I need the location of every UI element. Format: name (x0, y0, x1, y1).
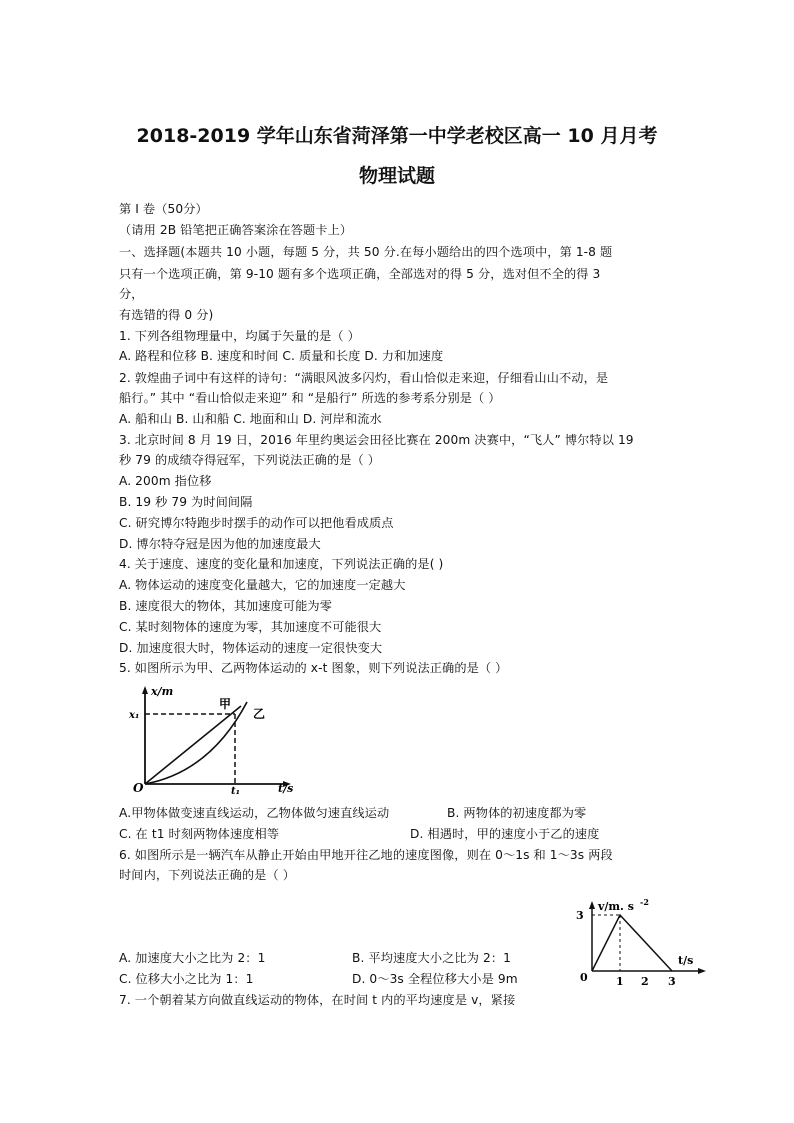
x-axis-label: t/s (678, 954, 694, 967)
velocity-line (592, 915, 672, 971)
x-t-graph (115, 680, 295, 800)
part-label: 第 I 卷（50分） (119, 202, 208, 216)
curve-yi-label: 乙 (253, 707, 266, 721)
question-3-option-c: C. 研究博尔特跑步时摆手的动作可以把他看成质点 (119, 516, 394, 530)
question-2-stem-line-1: 2. 敦煌曲子词中有这样的诗句：“满眼风波多闪灼，看山恰似走来迎，仔细看山山不动，是 (119, 371, 609, 385)
curve-jia-line (145, 706, 241, 784)
y-axis-arrow (589, 901, 595, 909)
v-t-graph (568, 893, 708, 993)
question-7-stem: 7. 一个朝着某方向做直线运动的物体，在时间 t 内的平均速度是 v，紧接 (119, 993, 516, 1007)
x-axis-label: t/s (278, 782, 294, 795)
section-instructions-line-4: 有选错的得 0 分) (119, 308, 214, 322)
origin-label: O (133, 781, 144, 795)
question-6-option-d: D. 0～3s 全程位移大小是 9m (352, 972, 518, 986)
y-axis-label: v/m. s (598, 900, 634, 913)
x-tick-2: 2 (641, 975, 649, 988)
question-3-stem-line-2: 秒 79 的成绩夺得冠军，下列说法正确的是（ ） (119, 453, 381, 467)
question-1-stem: 1. 下列各组物理量中，均属于矢量的是（ ） (119, 329, 360, 343)
section-instructions-line-2: 只有一个选项正确，第 9-10 题有多个选项正确，全部选对的得 5 分，选对但不全的得 3 (119, 267, 601, 281)
t1-label: t₁ (231, 786, 240, 797)
instruction-text: （请用 2B 铅笔把正确答案涂在答题卡上） (119, 223, 353, 237)
question-6-stem-line-2: 时间内，下列说法正确的是（ ） (119, 868, 295, 882)
question-4-option-a: A. 物体运动的速度变化量越大，它的加速度一定越大 (119, 578, 406, 592)
x1-label: x₁ (129, 710, 140, 721)
question-3-stem-line-1: 3. 北京时间 8 月 19 日，2016 年里约奥运会田径比赛在 200m 决赛中，“飞人” 博尔特以 19 (119, 433, 634, 447)
question-4-option-d: D. 加速度很大时，物体运动的速度一定很快变大 (119, 641, 383, 655)
question-2-stem-line-2: 船行。” 其中 “看山恰似走来迎” 和 “是船行” 所选的参考系分别是（ ） (119, 391, 501, 405)
x-tick-1: 1 (616, 975, 624, 988)
question-5-option-c: C. 在 t1 时刻两物体速度相等 (119, 827, 280, 841)
question-6-option-c: C. 位移大小之比为 1：1 (119, 972, 254, 986)
question-6-option-a: A. 加速度大小之比为 2：1 (119, 951, 266, 965)
curve-jia-label: 甲 (219, 697, 232, 711)
question-5-option-d: D. 相遇时，甲的速度小于乙的速度 (410, 827, 600, 841)
section-instructions-line-3: 分， (119, 287, 144, 301)
question-4-option-b: B. 速度很大的物体，其加速度可能为零 (119, 599, 333, 613)
exam-subtitle: 物理试题 (358, 165, 435, 187)
exam-title: 2018-2019 学年山东省菏泽第一中学老校区高一 10 月月考 (136, 125, 658, 147)
question-3-option-a: A. 200m 指位移 (119, 474, 212, 488)
y-axis-exponent: -2 (640, 897, 649, 907)
question-4-stem: 4. 关于速度、速度的变化量和加速度，下列说法正确的是( ) (119, 557, 444, 571)
x-axis-arrow (698, 968, 706, 974)
question-3-option-d: D. 博尔特夺冠是因为他的加速度最大 (119, 537, 321, 551)
y-axis-label: x/m (151, 685, 174, 698)
question-5-stem: 5. 如图所示为甲、乙两物体运动的 x-t 图象，则下列说法正确的是（ ） (119, 661, 508, 675)
x-tick-3: 3 (668, 975, 676, 988)
question-4-option-c: C. 某时刻物体的速度为零，其加速度不可能很大 (119, 620, 382, 634)
section-instructions-line-1: 一、选择题(本题共 10 小题，每题 5 分，共 50 分.在每小题给出的四个选项中，第 1-8 题 (119, 245, 613, 259)
question-6-option-b: B. 平均速度大小之比为 2：1 (352, 951, 511, 965)
question-5-option-b: B. 两物体的初速度都为零 (447, 806, 587, 820)
origin-label: 0 (580, 971, 588, 984)
question-1-options: A. 路程和位移 B. 速度和时间 C. 质量和长度 D. 力和加速度 (119, 349, 444, 363)
y-axis-arrow (142, 686, 148, 694)
question-2-options: A. 船和山 B. 山和船 C. 地面和山 D. 河岸和流水 (119, 412, 382, 426)
question-5-option-a: A.甲物体做变速直线运动，乙物体做匀速直线运动 (119, 806, 390, 820)
question-6-stem-line-1: 6. 如图所示是一辆汽车从静止开始由甲地开往乙地的速度图像，则在 0～1s 和 1～3s 两段 (119, 848, 613, 862)
y-tick-3: 3 (576, 909, 584, 922)
question-3-option-b: B. 19 秒 79 为时间间隔 (119, 495, 253, 509)
